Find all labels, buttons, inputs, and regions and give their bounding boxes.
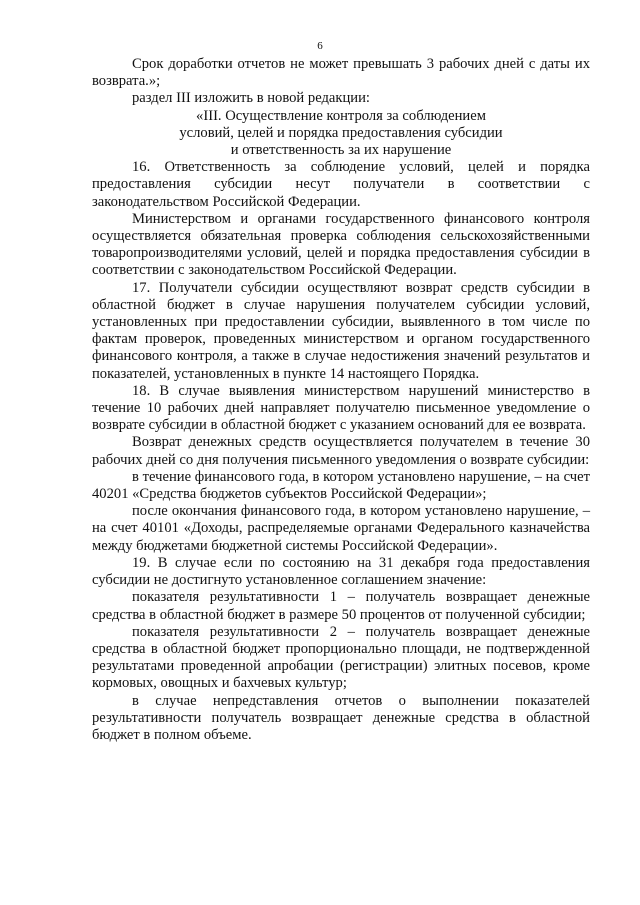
document-body: [92, 56, 590, 744]
paragraph: раздел III изложить в новой редакции:: [132, 90, 370, 107]
paragraph: 16. Ответственность за соблюдение условий, целей и порядка предоставления субсидии несут получатели в соответствии с законодательством Российской Федерации.: [92, 159, 590, 210]
section-title-line: условий, целей и порядка предоставления субсидии: [179, 124, 503, 141]
section-title-line: «III. Осуществление контроля за соблюдением: [196, 107, 486, 124]
paragraph: в случае непредставления отчетов о выполнении показателей результативности получатель возвращает денежные средства в областной бюджет в полном объеме.: [92, 692, 590, 743]
page-number: 6: [317, 40, 323, 52]
paragraph: показателя результативности 1 – получатель возвращает денежные средства в областной бюджет в размере 50 процентов от полученной субсидии;: [92, 589, 590, 623]
section-title: [92, 108, 590, 160]
section-title-line: и ответственность за их нарушение: [230, 142, 452, 159]
paragraph: 19. В случае если по состоянию на 31 декабря года предоставления субсидии не достигнуто установленное соглашением значение:: [92, 554, 590, 589]
paragraph: Возврат денежных средств осуществляется получателем в течение 30 рабочих дней со дня получения письменного уведомления о возврате субсидии:: [92, 434, 590, 468]
paragraph: Министерством и органами государственного финансового контроля осуществляется обязательная проверка соблюдения сельскохозяйственными товаропроизводителями условий, целей и порядка предоставления субсидии в соответствии с законодательством Российской Федерации.: [92, 210, 590, 279]
paragraph: после окончания финансового года, в котором установлено нарушение, – на счет 40101 «Доходы, распределяемые органами Федерального казначейства между бюджетами бюджетной системы Российской Федерации».: [92, 503, 590, 554]
paragraph: 18. В случае выявления министерством нарушений министерство в течение 10 рабочих дней направляет получателю письменное уведомление о возврате субсидии в областной бюджет с указанием оснований для ее возврата.: [92, 382, 590, 434]
paragraph: показателя результативности 2 – получатель возвращает денежные средства в областной бюджет пропорционально площади, не подтвержденной результатами проведенной апробации (регистрации) элитных посевов, кроме кормовых, овощных и бахчевых культур;: [92, 623, 590, 692]
paragraph: 17. Получатели субсидии осуществляют возврат средств субсидии в областной бюджет в случае нарушения получателем субсидии условий, установленных при предоставлении субсидии, выявленного в том числе по фактам проверок, проведенных министерством и органом государственного финансового контроля, а также в случае недостижения значений результатов и показателей, установленных в пункте 14 настоящего Порядка.: [92, 279, 590, 382]
paragraph: в течение финансового года, в котором установлено нарушение, – на счет 40201 «Средства бюджетов субъектов Российской Федерации»;: [92, 468, 590, 503]
paragraph: Срок доработки отчетов не может превышать 3 рабочих дней с даты их возврата.»;: [92, 56, 590, 90]
